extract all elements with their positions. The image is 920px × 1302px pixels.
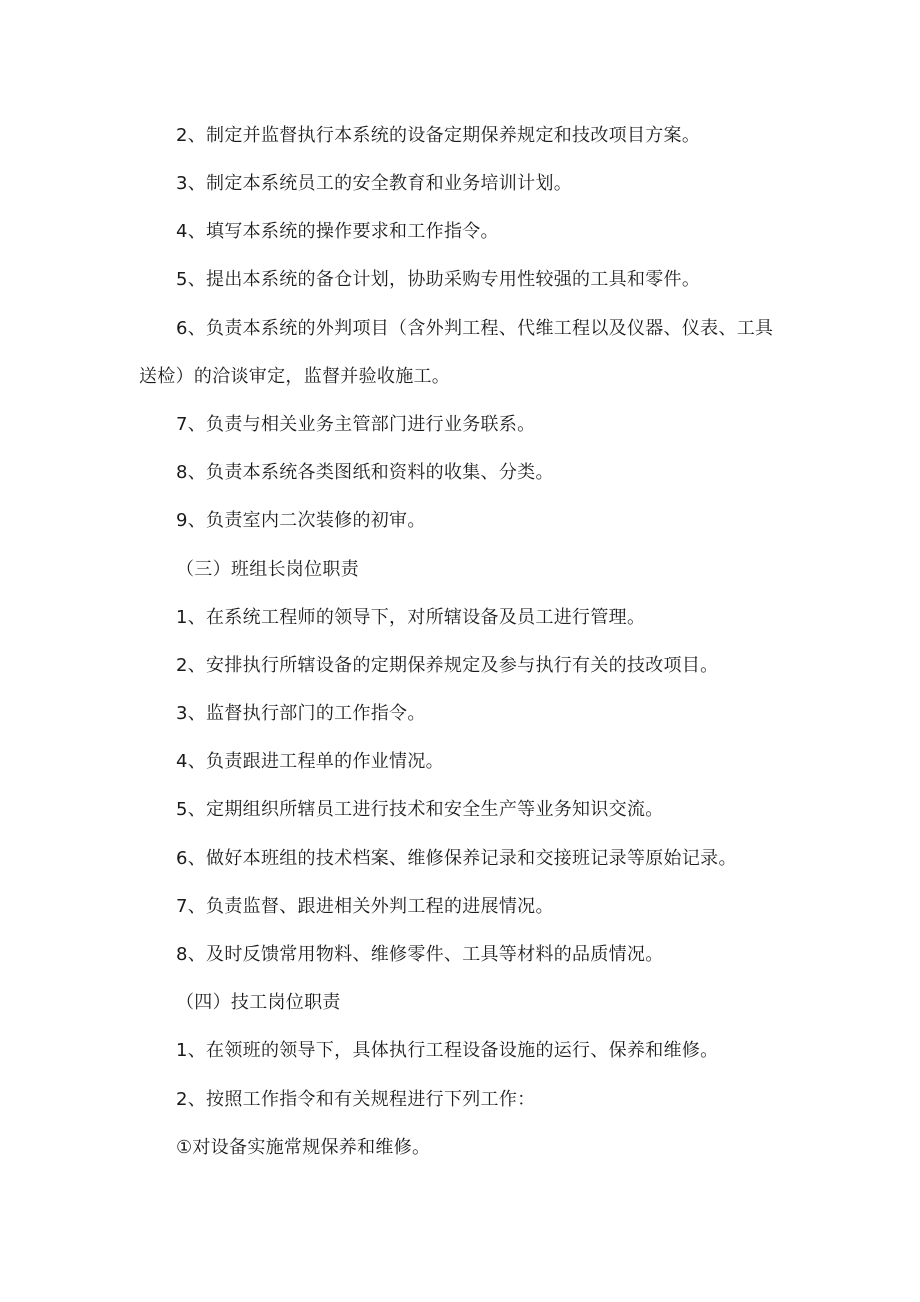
- paragraph-line: 6、做好本班组的技术档案、维修保养记录和交接班记录等原始记录。: [176, 848, 737, 869]
- paragraph-line: 4、负责跟进工程单的作业情况。: [176, 751, 444, 772]
- paragraph-line: 8、负责本系统各类图纸和资料的收集、分类。: [176, 462, 554, 483]
- paragraph-line: 6、负责本系统的外判项目（含外判工程、代维工程以及仪器、仪表、工具: [176, 318, 774, 339]
- paragraph-line: 2、安排执行所辖设备的定期保养规定及参与执行有关的技改项目。: [176, 655, 719, 676]
- paragraph-line: 5、定期组织所辖员工进行技术和安全生产等业务知识交流。: [176, 799, 664, 820]
- paragraph-line: 7、负责监督、跟进相关外判工程的进展情况。: [176, 896, 554, 917]
- paragraph-line: 5、提出本系统的备仓计划，协助采购专用性较强的工具和零件。: [176, 269, 701, 290]
- section-heading: （四）技工岗位职责: [176, 992, 341, 1013]
- paragraph-line: 3、监督执行部门的工作指令。: [176, 703, 426, 724]
- paragraph-line: 送检）的洽谈审定，监督并验收施工。: [139, 366, 451, 387]
- paragraph-line: 4、填写本系统的操作要求和工作指令。: [176, 221, 499, 242]
- paragraph-line: 9、负责室内二次装修的初审。: [176, 510, 426, 531]
- paragraph-line: 2、按照工作指令和有关规程进行下列工作：: [176, 1089, 536, 1110]
- paragraph-line: ①对设备实施常规保养和维修。: [176, 1137, 431, 1158]
- paragraph-line: 1、在系统工程师的领导下，对所辖设备及员工进行管理。: [176, 607, 646, 628]
- paragraph-line: 2、制定并监督执行本系统的设备定期保养规定和技改项目方案。: [176, 125, 701, 146]
- section-heading: （三）班组长岗位职责: [176, 559, 359, 580]
- paragraph-line: 3、制定本系统员工的安全教育和业务培训计划。: [176, 173, 573, 194]
- paragraph-line: 8、及时反馈常用物料、维修零件、工具等材料的品质情况。: [176, 944, 664, 965]
- paragraph-line: 1、在领班的领导下，具体执行工程设备设施的运行、保养和维修。: [176, 1040, 719, 1061]
- paragraph-line: 7、负责与相关业务主管部门进行业务联系。: [176, 414, 536, 435]
